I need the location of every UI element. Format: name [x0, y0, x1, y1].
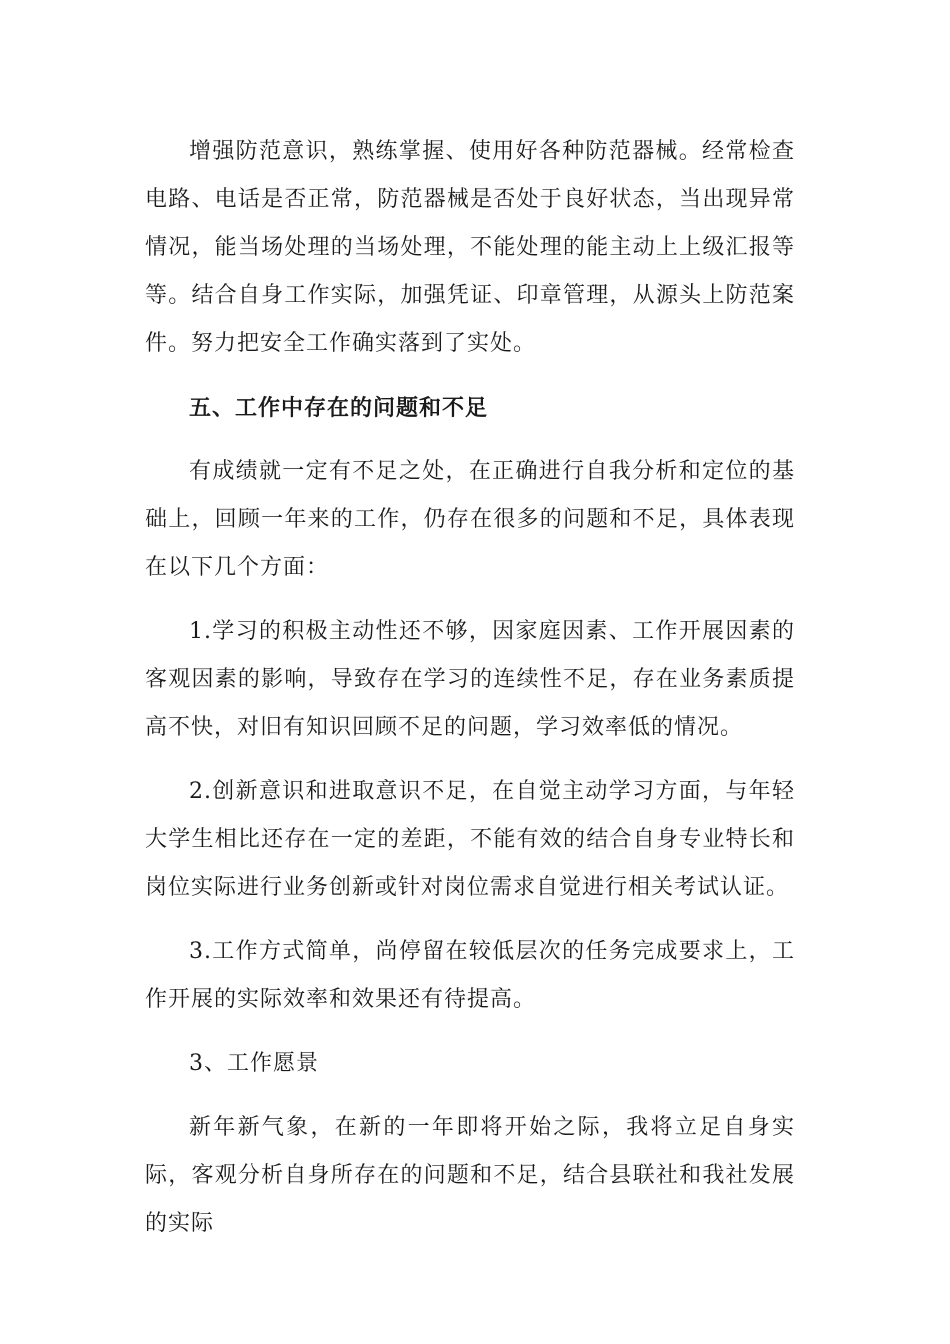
paragraph-security-awareness: 增强防范意识，熟练掌握、使用好各种防范器械。经常检查电路、电话是否正常，防范器械是否处于良好状态，当出现异常情况，能当场处理的当场处理，不能处理的能主动上上级汇报等等。结合自身工作实际，加强凭证、印章管理，从源头上防范案件。努力把安全工作确实落到了实处。 [145, 139, 795, 356]
section-heading-problems: 五、工作中存在的问题和不足 [189, 395, 489, 421]
paragraph-gap [145, 752, 795, 768]
paragraph-gap [145, 368, 795, 384]
document-page [145, 128, 795, 1248]
paragraph-gap [145, 1088, 795, 1104]
paragraph-problem-3: 3.工作方式简单，尚停留在较低层次的任务完成要求上，工作开展的实际效率和效果还有待提高。 [145, 939, 795, 1012]
paragraph-problem-1: 1.学习的积极主动性还不够，因家庭因素、工作开展因素的客观因素的影响，导致存在学习的连续性不足，存在业务素质提高不快，对旧有知识回顾不足的问题，学习效率低的情况。 [145, 619, 795, 740]
paragraph-intro-problems: 有成绩就一定有不足之处，在正确进行自我分析和定位的基础上，回顾一年来的工作，仍存在很多的问题和不足，具体表现在以下几个方面： [145, 459, 795, 580]
paragraph-gap [145, 592, 795, 608]
paragraph-vision: 新年新气象，在新的一年即将开始之际，我将立足自身实际，客观分析自身所存在的问题和不足，结合县联社和我社发展的实际 [145, 1115, 795, 1236]
paragraph-problem-2: 2.创新意识和进取意识不足，在自觉主动学习方面，与年轻大学生相比还存在一定的差距，不能有效的结合自身专业特长和岗位实际进行业务创新或针对岗位需求自觉进行相关考试认证。 [145, 779, 795, 900]
paragraph-gap [145, 1024, 795, 1040]
paragraph-gap [145, 912, 795, 928]
section-heading-vision: 3、工作愿景 [189, 1051, 319, 1076]
paragraph-gap [145, 432, 795, 448]
